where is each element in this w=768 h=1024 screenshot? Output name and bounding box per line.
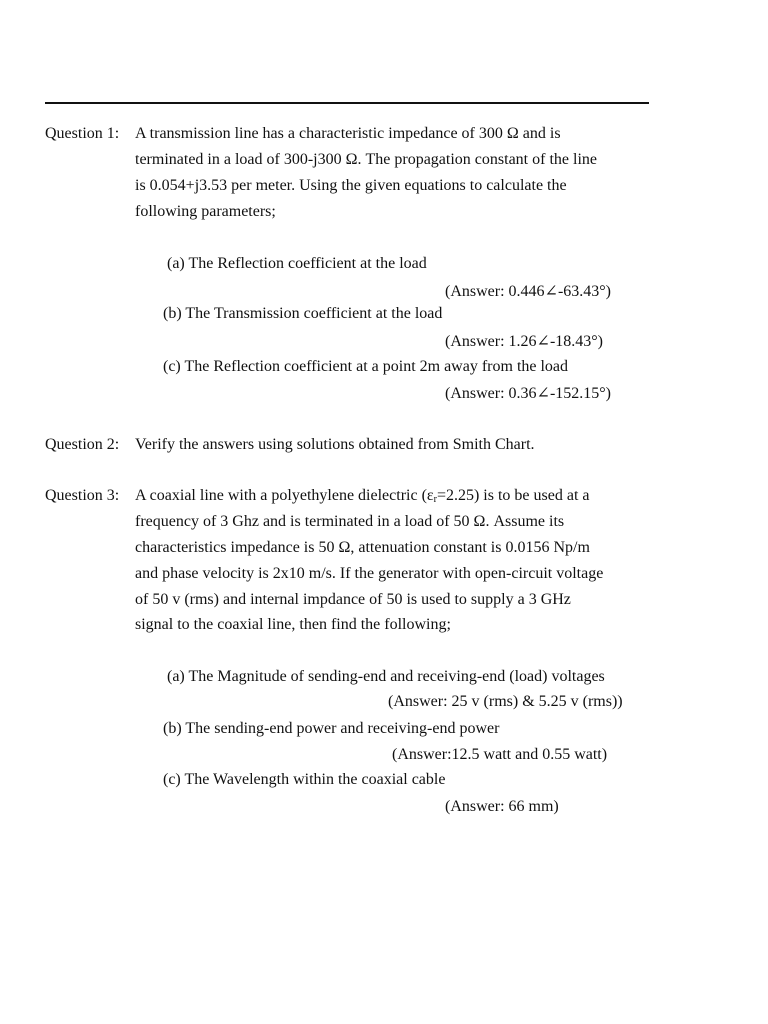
question-1-part-a: (a) The Reflection coefficient at the load <box>167 255 427 272</box>
question-1-part-b: (b) The Transmission coefficient at the load <box>163 305 443 322</box>
question-3-line-1 <box>135 487 590 505</box>
question-1-line-4: following parameters; <box>135 203 276 220</box>
question-3-part-b-answer: (Answer:12.5 watt and 0.55 watt) <box>392 746 608 763</box>
question-3-line-2: frequency of 3 Ghz and is terminated in a load of 50 Ω. Assume its <box>135 513 565 530</box>
question-1-part-b-answer: (Answer: 1.26∠-18.43°) <box>445 333 603 350</box>
question-3-part-b: (b) The sending-end power and receiving-end power <box>163 720 500 737</box>
question-1-label: Question 1: <box>45 125 120 142</box>
question-3-part-a-answer: (Answer: 25 v (rms) & 5.25 v (rms)) <box>388 693 623 710</box>
question-3-part-a: (a) The Magnitude of sending-end and receiving-end (load) voltages <box>167 668 605 685</box>
question-1-part-c-answer: (Answer: 0.36∠-152.15°) <box>445 385 611 402</box>
question-3-line-4: and phase velocity is 2x10 m/s. If the generator with open-circuit voltage <box>135 565 604 582</box>
question-1-line-1: A transmission line has a characteristic impedance of 300 Ω and is <box>135 125 561 142</box>
question-2-line-1: Verify the answers using solutions obtained from Smith Chart. <box>135 436 535 453</box>
question-1-line-3: is 0.054+j3.53 per meter. Using the given equations to calculate the <box>135 177 567 194</box>
question-1-part-a-answer: (Answer: 0.446∠-63.43°) <box>445 283 611 300</box>
question-1-line-2: terminated in a load of 300-j300 Ω. The propagation constant of the line <box>135 151 597 168</box>
question-3-line-1-post: =2.25) is to be used at a <box>436 487 590 504</box>
question-3-part-c-answer: (Answer: 66 mm) <box>445 798 559 815</box>
question-3-line-5: of 50 v (rms) and internal impdance of 50 is used to supply a 3 GHz <box>135 591 571 608</box>
question-3-line-6: signal to the coaxial line, then find the following; <box>135 616 451 633</box>
header-rule <box>45 102 649 104</box>
question-3-line-1-pre: A coaxial line with a polyethylene dielectric (ε <box>135 487 434 504</box>
question-2-label: Question 2: <box>45 436 120 453</box>
question-3-line-3: characteristics impedance is 50 Ω, attenuation constant is 0.0156 Np/m <box>135 539 590 556</box>
question-3-part-c: (c) The Wavelength within the coaxial cable <box>163 771 446 788</box>
epsilon-subscript: r <box>433 494 437 505</box>
question-1-part-c: (c) The Reflection coefficient at a point 2m away from the load <box>163 358 569 375</box>
question-3-label: Question 3: <box>45 487 120 504</box>
